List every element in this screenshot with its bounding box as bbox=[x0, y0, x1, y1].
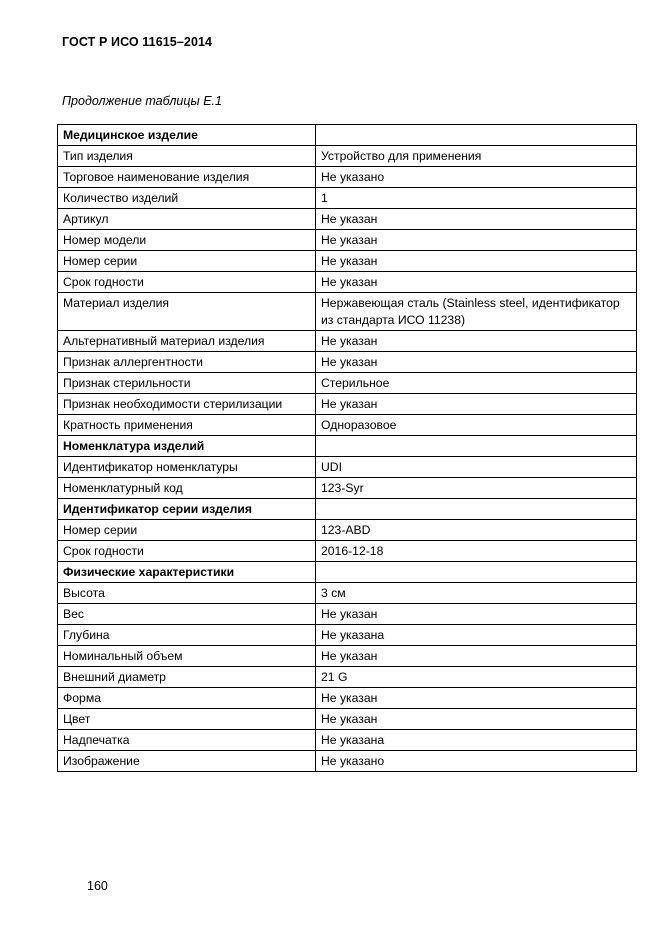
section-row bbox=[58, 125, 637, 146]
table-row bbox=[58, 373, 637, 394]
table-row bbox=[58, 667, 637, 688]
property-value: UDI bbox=[316, 457, 637, 478]
section-heading: Идентификатор серии изделия bbox=[58, 499, 316, 520]
property-value: Не указана bbox=[316, 625, 637, 646]
property-value: Не указан bbox=[316, 709, 637, 730]
property-name: Количество изделий bbox=[58, 188, 316, 209]
property-name: Срок годности bbox=[58, 541, 316, 562]
property-value bbox=[316, 125, 637, 146]
property-name: Идентификатор номенклатуры bbox=[58, 457, 316, 478]
property-name: Внешний диаметр bbox=[58, 667, 316, 688]
table-row bbox=[58, 541, 637, 562]
property-name: Признак аллергентности bbox=[58, 352, 316, 373]
spec-table bbox=[57, 124, 637, 772]
table-row bbox=[58, 230, 637, 251]
property-name: Цвет bbox=[58, 709, 316, 730]
table-row bbox=[58, 730, 637, 751]
property-name: Номер модели bbox=[58, 230, 316, 251]
spec-table-body bbox=[58, 125, 637, 772]
property-value bbox=[316, 499, 637, 520]
section-heading: Физические характеристики bbox=[58, 562, 316, 583]
document-header: ГОСТ Р ИСО 11615–2014 bbox=[62, 35, 213, 49]
table-row bbox=[58, 146, 637, 167]
property-value: Не указан bbox=[316, 251, 637, 272]
section-row bbox=[58, 436, 637, 457]
property-name: Материал изделия bbox=[58, 293, 316, 331]
property-value: Одноразовое bbox=[316, 415, 637, 436]
section-heading: Медицинское изделие bbox=[58, 125, 316, 146]
table-row bbox=[58, 583, 637, 604]
table-row bbox=[58, 167, 637, 188]
property-name: Признак необходимости стерилизации bbox=[58, 394, 316, 415]
table-row bbox=[58, 251, 637, 272]
property-value: Не указано bbox=[316, 167, 637, 188]
property-value: Стерильное bbox=[316, 373, 637, 394]
page-number: 160 bbox=[87, 879, 108, 893]
property-name: Номер серии bbox=[58, 251, 316, 272]
table-row bbox=[58, 478, 637, 499]
property-value: 3 см bbox=[316, 583, 637, 604]
property-name: Признак стерильности bbox=[58, 373, 316, 394]
property-value: Не указан bbox=[316, 646, 637, 667]
property-name: Тип изделия bbox=[58, 146, 316, 167]
property-name: Номинальный объем bbox=[58, 646, 316, 667]
table-row bbox=[58, 272, 637, 293]
property-value: 21 G bbox=[316, 667, 637, 688]
property-value bbox=[316, 562, 637, 583]
table-row bbox=[58, 625, 637, 646]
property-value: Устройство для применения bbox=[316, 146, 637, 167]
property-name: Надпечатка bbox=[58, 730, 316, 751]
table-row bbox=[58, 646, 637, 667]
property-value: Не указан bbox=[316, 394, 637, 415]
property-name: Кратность применения bbox=[58, 415, 316, 436]
property-value bbox=[316, 436, 637, 457]
table-row bbox=[58, 604, 637, 625]
table-row bbox=[58, 394, 637, 415]
section-row bbox=[58, 562, 637, 583]
section-heading: Номенклатура изделий bbox=[58, 436, 316, 457]
property-name: Номер серии bbox=[58, 520, 316, 541]
property-value: Не указана bbox=[316, 730, 637, 751]
property-name: Номенклатурный код bbox=[58, 478, 316, 499]
property-name: Глубина bbox=[58, 625, 316, 646]
table-row bbox=[58, 709, 637, 730]
property-name: Изображение bbox=[58, 751, 316, 772]
property-value: 123-Syr bbox=[316, 478, 637, 499]
property-name: Артикул bbox=[58, 209, 316, 230]
property-value: Не указан bbox=[316, 331, 637, 352]
table-row bbox=[58, 415, 637, 436]
table-row bbox=[58, 188, 637, 209]
property-value: Не указан bbox=[316, 352, 637, 373]
property-value: Не указан bbox=[316, 230, 637, 251]
property-value: 1 bbox=[316, 188, 637, 209]
property-value: Не указан bbox=[316, 604, 637, 625]
property-value: Не указано bbox=[316, 751, 637, 772]
property-name: Высота bbox=[58, 583, 316, 604]
property-value: 2016-12-18 bbox=[316, 541, 637, 562]
property-value: Не указан bbox=[316, 209, 637, 230]
section-row bbox=[58, 499, 637, 520]
table-row bbox=[58, 688, 637, 709]
table-row bbox=[58, 751, 637, 772]
table-row bbox=[58, 520, 637, 541]
table-row bbox=[58, 352, 637, 373]
table-row bbox=[58, 293, 637, 331]
table-row bbox=[58, 331, 637, 352]
table-caption: Продолжение таблицы Е.1 bbox=[62, 94, 222, 108]
property-name: Форма bbox=[58, 688, 316, 709]
property-name: Срок годности bbox=[58, 272, 316, 293]
property-value: Нержавеющая сталь (Stainless steel, идентификатор из стандарта ИСО 11238) bbox=[316, 293, 637, 331]
property-value: Не указан bbox=[316, 272, 637, 293]
property-name: Альтернативный материал изделия bbox=[58, 331, 316, 352]
property-name: Вес bbox=[58, 604, 316, 625]
property-value: Не указан bbox=[316, 688, 637, 709]
table-row bbox=[58, 457, 637, 478]
property-value: 123-ABD bbox=[316, 520, 637, 541]
property-name: Торговое наименование изделия bbox=[58, 167, 316, 188]
table-row bbox=[58, 209, 637, 230]
